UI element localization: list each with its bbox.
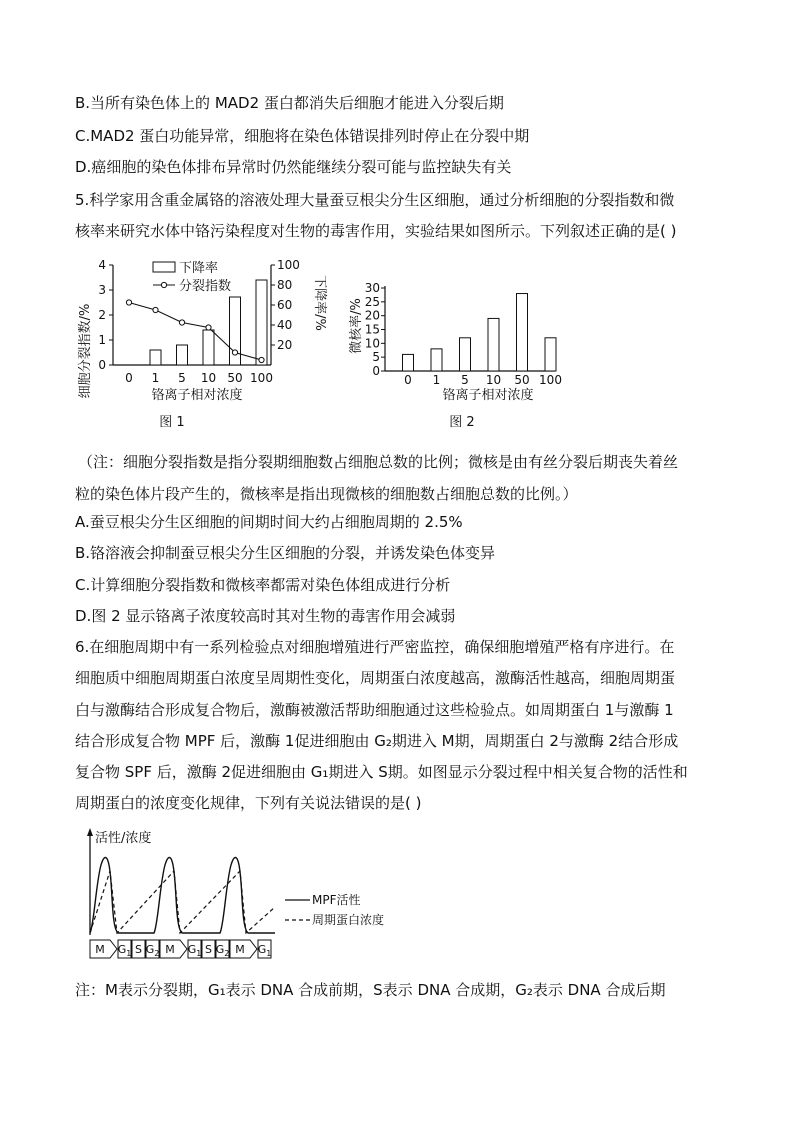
phase-label: $G_1$ (187, 943, 202, 958)
fig2-tick-label: 30 (364, 281, 380, 295)
question-6-line-5: 复合物 SPF 后，激酶 2促进细胞由 G₁期进入 S期。如图显示分裂过程中相关复合物的活性和 (75, 763, 688, 781)
phase-label: M (95, 943, 105, 956)
question-6-line-4: 结合形成复合物 MPF 后，激酶 1促进细胞由 G₂期进入 M期，周期蛋白 2与激酶 2结合形成 (75, 732, 679, 750)
fig2-axis-label: 微核率/% (349, 298, 364, 354)
option-d2-line: D.图 2 显示铬离子浓度较高时其对生物的毒害作用会减弱 (75, 607, 456, 625)
fig1-left-tick-label: 1 (98, 333, 106, 347)
legend-line-marker (161, 282, 166, 287)
phase-label: $G_1$ (117, 943, 132, 958)
fig2-caption: 图 2 (449, 415, 475, 430)
option-a-line: A.蚕豆根尖分生区细胞的间期时间大约占细胞周期的 2.5% (75, 513, 463, 531)
option-c-line: C.MAD2 蛋白功能异常，细胞将在染色体错误排列时停止在分裂中期 (75, 127, 530, 145)
phase-label: S (135, 943, 142, 956)
fig1-left-tick-label: 0 (98, 358, 106, 372)
option-b2-line: B.铬溶液会抑制蚕豆根尖分生区细胞的分裂，并诱发染色体变异 (75, 544, 496, 562)
fig1-left-tick-label: 3 (98, 283, 106, 297)
fig2-micronucleus-bar (460, 338, 471, 371)
fig1-x-tick-label: 1 (151, 371, 160, 385)
fig2-x-tick-label: 1 (432, 373, 441, 387)
phase-label: M (235, 943, 245, 956)
fig1-left-axis-label: 细胞分裂指数/% (78, 303, 93, 399)
fig1-left-tick-label: 4 (98, 258, 106, 272)
fig1-right-axis-label: 下降率/% (312, 275, 327, 331)
fig1-decline-bar (203, 330, 214, 365)
phase-label: $G_1$ (257, 943, 272, 958)
phase-label: S (205, 943, 212, 956)
fig2-x-tick-label: 50 (514, 373, 530, 387)
fig2-x-axis-label: 铬离子相对浓度 (442, 388, 534, 403)
fig2-tick-label: 0 (372, 364, 380, 378)
fig1-x-tick-label: 5 (178, 371, 186, 385)
fig1-division-index-point (179, 320, 184, 325)
fig1-division-index-point (153, 307, 158, 312)
fig1-caption: 图 1 (159, 415, 185, 430)
figure-3-cell-cycle-chart (80, 825, 410, 970)
fig2-x-tick-label: 0 (404, 373, 412, 387)
question-6-line-2: 细胞质中细胞周期蛋白浓度呈周期性变化，周期蛋白浓度越高，激酶活性越高，细胞周期蛋 (75, 669, 676, 687)
question-5-line-2: 核率来研究水体中铬污染程度对生物的毒害作用，实验结果如图所示。下列叙述正确的是( ) (75, 222, 677, 240)
figure-1-chart (75, 255, 345, 435)
fig1-division-index-point (259, 357, 264, 362)
fig1-decline-bar (256, 280, 267, 365)
question-6-line-3: 白与激酶结合形成复合物后，激酶被激活帮助细胞通过这些检验点。如周期蛋白 1与激酶 1 (75, 701, 674, 719)
fig1-x-tick-label: 10 (200, 371, 217, 385)
fig1-right-tick-label: 80 (277, 278, 293, 292)
legend-bar-swatch (153, 262, 175, 272)
fig1-right-tick-label: 20 (277, 338, 293, 352)
fig1-division-index-point (126, 300, 131, 305)
fig1-right-tick-label: 40 (277, 318, 293, 332)
legend-line-label: 分裂指数 (179, 279, 232, 294)
fig1-right-tick-label: 60 (277, 298, 293, 312)
question-6-line-1: 6.在细胞周期中有一系列检验点对细胞增殖进行严密监控，确保细胞增殖严格有序进行。在 (75, 638, 675, 656)
fig1-x-tick-label: 100 (250, 371, 273, 385)
fig2-tick-label: 5 (372, 350, 380, 365)
fig1-x-axis-label: 铬离子相对浓度 (151, 388, 243, 403)
legend-mpf-label: MPF活性 (312, 893, 361, 907)
fig1-x-tick-label: 0 (125, 371, 133, 385)
question-6-line-6: 周期蛋白的浓度变化规律，下列有关说法错误的是( ) (75, 794, 422, 812)
fig2-micronucleus-bar (517, 294, 528, 371)
fig1-division-index-line (129, 303, 262, 361)
figure-2-chart (340, 278, 570, 436)
note-line-1: （注：细胞分裂指数是指分裂期细胞数占细胞总数的比例；微核是由有丝分裂后期丧失着丝 (78, 453, 679, 471)
phase-note-line: 注：M表示分裂期，G₁表示 DNA 合成前期，S表示 DNA 合成期，G₂表示 DNA 合成后期 (75, 981, 666, 999)
fig2-tick-label: 15 (364, 322, 380, 337)
mpf-activity-line (90, 858, 275, 934)
fig1-division-index-point (206, 325, 211, 330)
phase-label: $G_2$ (215, 943, 230, 958)
cyclin-concentration-line (90, 871, 275, 933)
fig1-decline-bar (150, 350, 161, 365)
fig2-x-tick-label: 10 (485, 373, 502, 387)
question-5-line-1: 5.科学家用含重金属铬的溶液处理大量蚕豆根尖分生区细胞，通过分析细胞的分裂指数和微 (75, 191, 675, 209)
fig2-tick-label: 25 (364, 294, 380, 309)
fig2-micronucleus-bar (488, 318, 499, 371)
fig1-decline-bar (177, 345, 188, 365)
legend-cyclin-label: 周期蛋白浓度 (312, 913, 385, 927)
fig3-y-arrow (87, 828, 93, 836)
fig1-left-tick-label: 2 (98, 308, 106, 322)
fig2-micronucleus-bar (403, 354, 414, 371)
fig1-x-tick-label: 50 (227, 371, 243, 385)
legend-bar-label: 下降率 (179, 261, 219, 276)
fig1-division-index-point (232, 350, 237, 355)
fig3-y-label: 活性/浓度 (95, 831, 152, 846)
option-b-line: B.当所有染色体上的 MAD2 蛋白都消失后细胞才能进入分裂后期 (75, 94, 504, 112)
fig2-micronucleus-bar (431, 349, 442, 371)
note-line-2: 粒的染色体片段产生的，微核率是指出现微核的细胞数占细胞总数的比例。） (75, 485, 578, 503)
phase-label: M (165, 943, 175, 956)
fig2-micronucleus-bar (545, 338, 556, 371)
fig2-tick-label: 20 (364, 308, 380, 323)
option-c2-line: C.计算细胞分裂指数和微核率都需对染色体组成进行分析 (75, 576, 451, 594)
phase-label: $G_2$ (145, 943, 160, 958)
fig1-right-tick-label: 100 (277, 258, 300, 272)
fig2-tick-label: 10 (364, 336, 380, 351)
option-d-line: D.癌细胞的染色体排布异常时仍然能继续分裂可能与监控缺失有关 (75, 158, 512, 176)
fig2-x-tick-label: 100 (539, 373, 562, 387)
fig2-x-tick-label: 5 (461, 373, 469, 387)
